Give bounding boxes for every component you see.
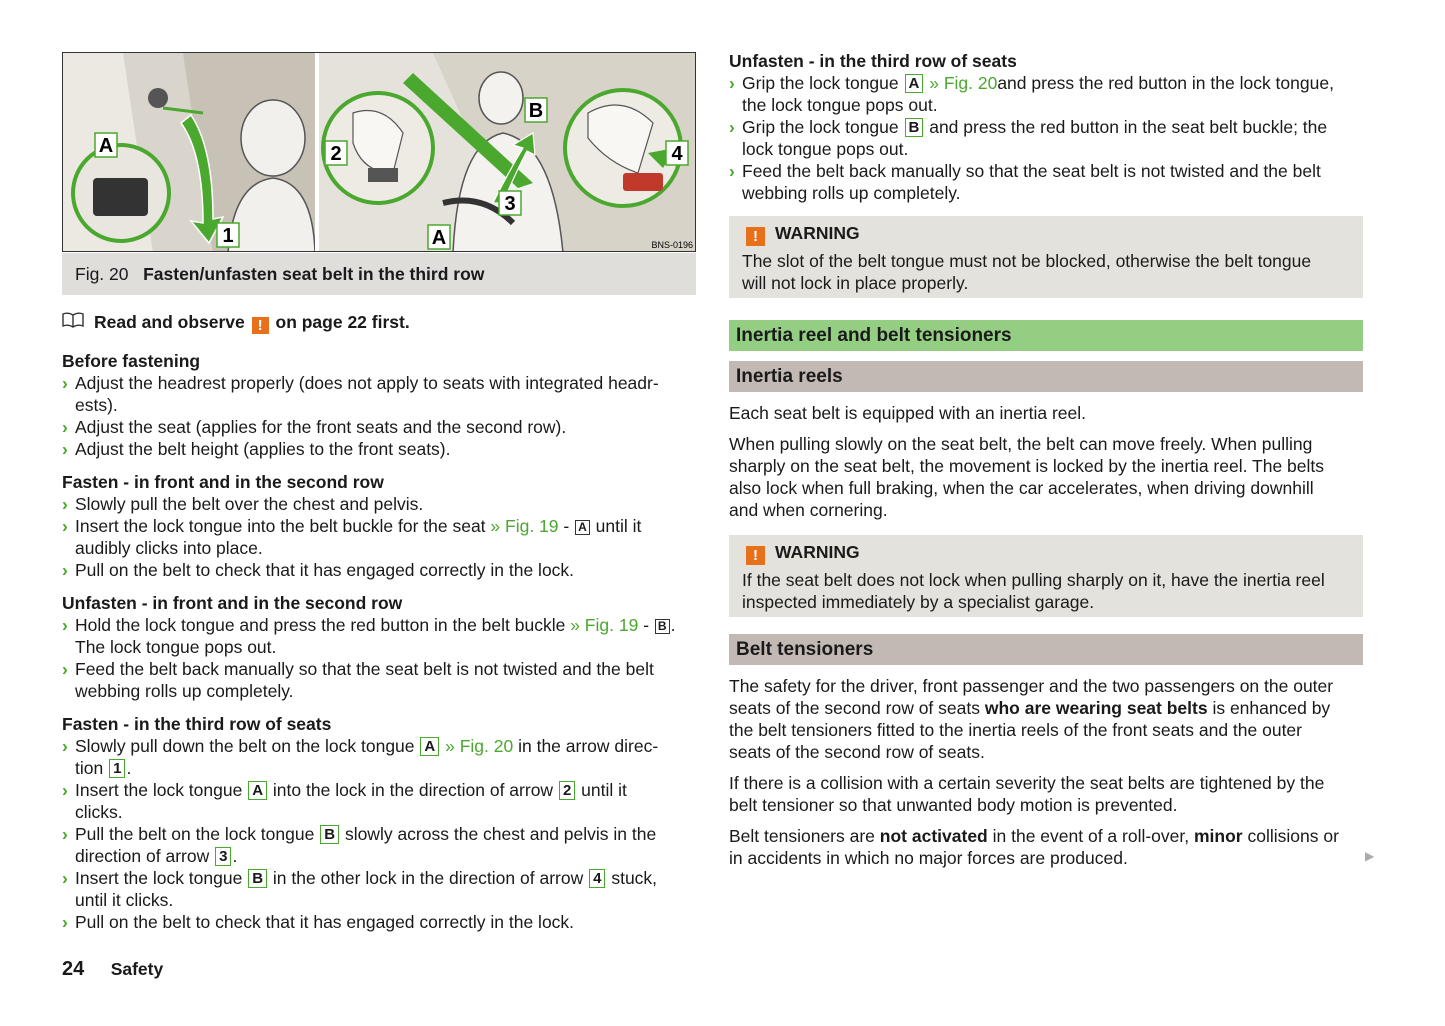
warning-icon: !	[746, 227, 765, 246]
list-item: › Adjust the seat (applies for the front seats and the second row).	[62, 417, 567, 437]
section-heading: Unfasten - in the third row of seats	[729, 51, 1017, 71]
footer-section: Safety	[110, 959, 164, 979]
list-item: › Slowly pull the belt over the chest and pelvis.	[62, 494, 424, 514]
list-item: › Pull the belt on the lock tongue B slowly across the chest and pelvis in the direction of arrow 3 .	[62, 824, 657, 866]
fig-19-link[interactable]: » Fig. 19	[570, 615, 639, 635]
fasten-third-section	[62, 713, 702, 933]
read-observe-note: Read and observe ! on page 22 first.	[62, 311, 702, 334]
list-item: › Feed the belt back manually so that the seat belt is not twisted and the belt webbing rolls up completely.	[729, 161, 1321, 203]
page-footer	[62, 958, 163, 981]
list-item: › Adjust the headrest properly (does not apply to seats with integrated headr- ests).	[62, 373, 659, 415]
list-item: › Slowly pull down the belt on the lock tongue A » Fig. 20 in the arrow direc- tion 1 .	[62, 736, 659, 778]
subsection-title-belt-tensioners: Belt tensioners	[729, 634, 1363, 665]
warning-box-belt-tongue: ! WARNING The slot of the belt tongue must not be blocked, otherwise the belt tongue will not lock in place properly.	[729, 216, 1363, 298]
seat-belt-illustration	[63, 53, 696, 252]
fig-19-link[interactable]: » Fig. 19	[490, 516, 559, 536]
warning-icon: !	[746, 546, 765, 565]
callout-1: 1	[222, 225, 234, 247]
inertia-reels-text: Each seat belt is equipped with an inertia reel. When pulling slowly on the seat belt, the belt can move freely. When pulling sharply on the seat belt, the movement is locked by the inertia reel. The belts also lock when full braking, when the car accelerates, when driving downhill and when cornering.	[729, 403, 1324, 520]
list-item: › Insert the lock tongue B in the other lock in the direction of arrow 4 stuck, until it clicks.	[62, 868, 658, 910]
section-heading: Fasten - in the third row of seats	[62, 714, 332, 734]
belt-tensioners-text: The safety for the driver, front passenger and the two passengers on the outer seats of the second row of seats who are wearing seat belts is enhanced by the belt tensioners fitted to the inertia reels of the front seats and the outer seats of the second row of seats. If there is a collision with a certain severity the seat belts are tightened by the belt tensioner so that unwanted body motion is prevented. Belt tensioners are not activated in the event of a roll-over, minor collisions or in accidents in which no major forces are produced.	[729, 676, 1339, 868]
callout-a-right: A	[431, 227, 447, 249]
subsection-title-inertia-reels: Inertia reels	[729, 361, 1363, 392]
continue-arrow-icon: ▶	[1365, 849, 1375, 863]
figure-caption: Fig. 20 Fasten/unfasten seat belt in the third row	[62, 253, 696, 295]
section-heading: Before fastening	[62, 351, 201, 371]
section-heading: Unfasten - in front and in the second row	[62, 593, 403, 613]
fig-20-link[interactable]: » Fig. 20	[445, 736, 514, 756]
list-item: › Pull on the belt to check that it has engaged correctly in the lock.	[62, 912, 575, 932]
fasten-front-section	[62, 471, 702, 581]
book-icon	[62, 311, 84, 333]
callout-a-left: A	[98, 135, 114, 157]
list-item: › Adjust the belt height (applies to the front seats).	[62, 439, 451, 459]
figure-code: BNS-0196	[651, 240, 693, 250]
list-item: › Grip the lock tongue B and press the red button in the seat belt buckle; the lock tongue pops out.	[729, 117, 1328, 159]
section-heading: Fasten - in front and in the second row	[62, 472, 384, 492]
warning-box-inertia-reel: ! WARNING If the seat belt does not lock when pulling sharply on it, have the inertia reel inspected immediately by a specialist garage.	[729, 535, 1363, 617]
unfasten-front-section	[62, 592, 702, 702]
list-item: › Insert the lock tongue into the belt buckle for the seat » Fig. 19 - A until it audibly clicks into place.	[62, 516, 642, 558]
list-item: › Hold the lock tongue and press the red button in the belt buckle » Fig. 19 - B . The lock tongue pops out.	[62, 615, 676, 657]
callout-2: 2	[330, 143, 342, 165]
figure-20	[62, 52, 696, 252]
section-title-inertia-tensioners: Inertia reel and belt tensioners	[729, 320, 1363, 351]
before-fastening-section	[62, 350, 702, 460]
callout-4: 4	[671, 143, 683, 165]
fig-20-link[interactable]: » Fig. 20	[929, 73, 998, 93]
list-item: › Grip the lock tongue A » Fig. 20and press the red button in the lock tongue, the lock tongue pops out.	[729, 73, 1334, 115]
list-item: › Feed the belt back manually so that the seat belt is not twisted and the belt webbing rolls up completely.	[62, 659, 654, 701]
page-number: 24	[62, 958, 85, 980]
unfasten-third-section	[729, 50, 1369, 204]
callout-b: B	[528, 100, 544, 122]
list-item: › Pull on the belt to check that it has engaged correctly in the lock.	[62, 560, 575, 580]
callout-3: 3	[504, 193, 516, 215]
warning-icon: !	[252, 317, 269, 334]
list-item: › Insert the lock tongue A into the lock in the direction of arrow 2 until it clicks.	[62, 780, 627, 822]
